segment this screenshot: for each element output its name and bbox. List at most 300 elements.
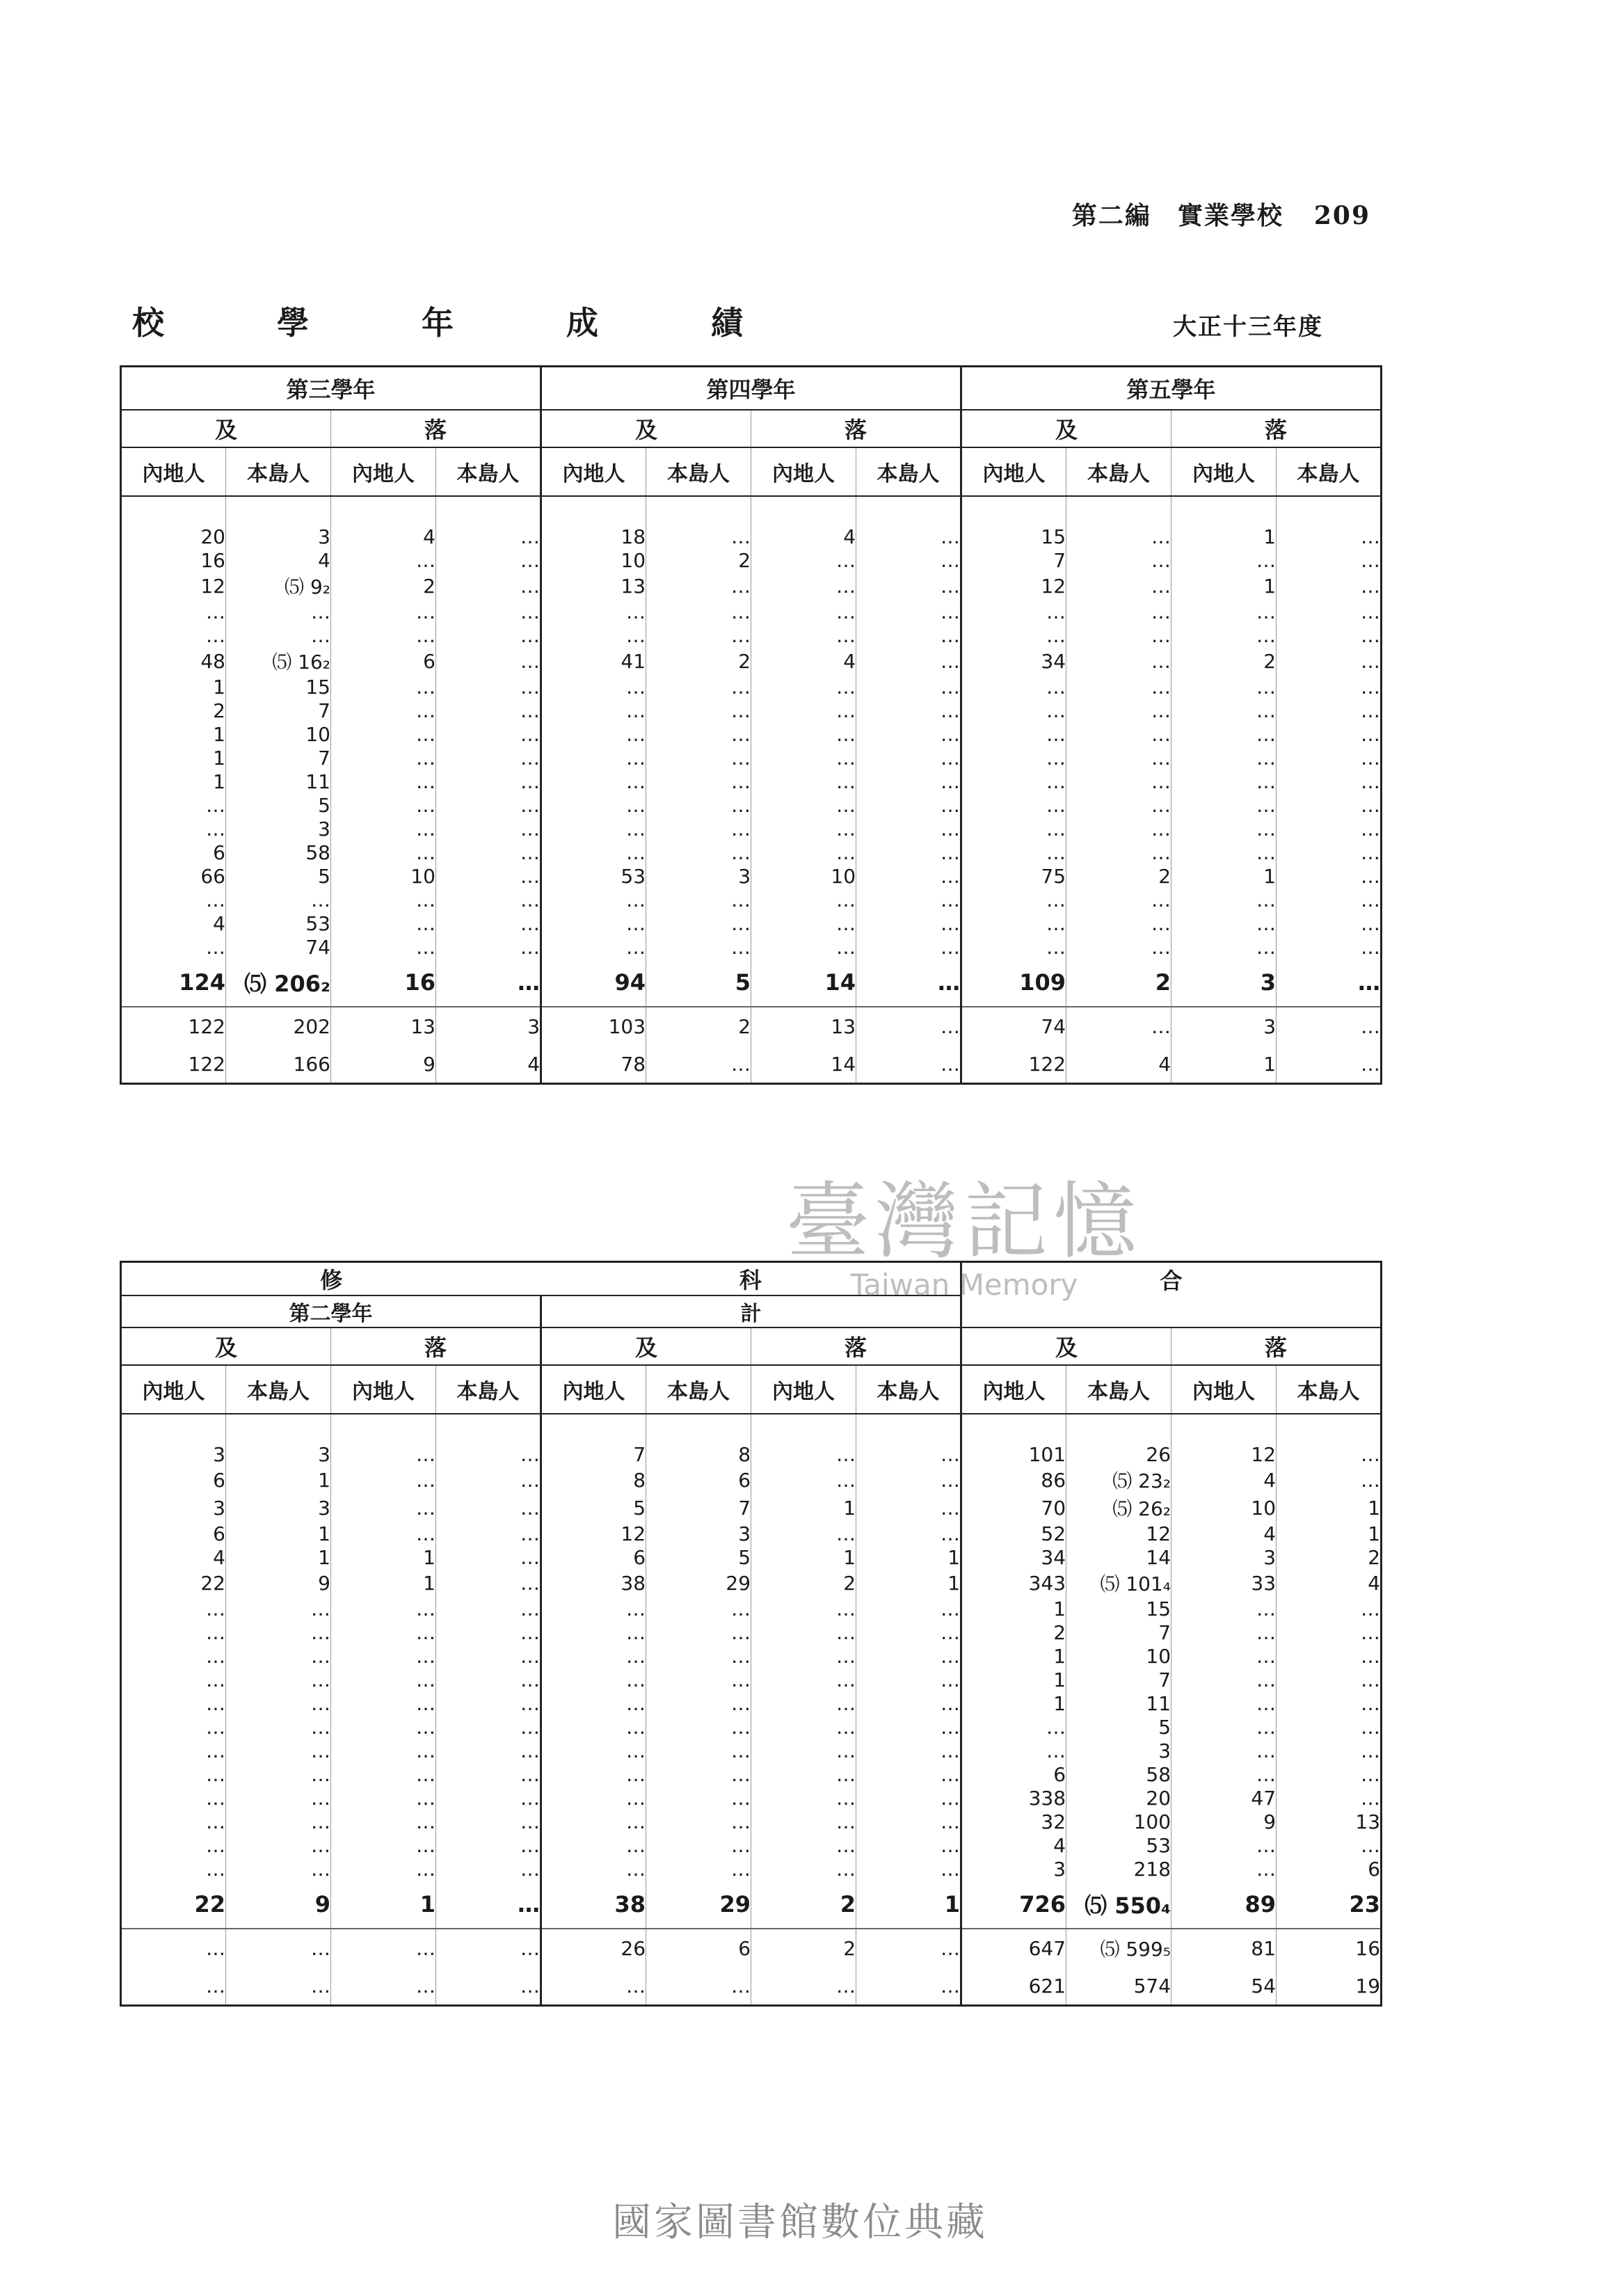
table-cell: …	[331, 1668, 436, 1691]
table-cell: …	[226, 1967, 331, 2006]
table-cell: 9	[1171, 1810, 1277, 1833]
table-cell: 5	[646, 959, 751, 1007]
column-header: 本島人	[1277, 1365, 1382, 1414]
spacer-cell	[961, 1414, 1066, 1442]
table-cell: …	[646, 1668, 751, 1691]
table-cell: …	[646, 1691, 751, 1715]
table-cell: …	[961, 623, 1066, 647]
table-cell: 26	[1066, 1442, 1171, 1466]
table-cell: 1	[121, 770, 226, 793]
table-cell: 1	[961, 1668, 1066, 1691]
table-cell: 122	[121, 1045, 226, 1084]
table-cell: 22	[121, 1569, 226, 1597]
table-cell: …	[541, 1620, 646, 1644]
table-cell: …	[1066, 675, 1171, 699]
fail-header: 落	[751, 1328, 961, 1365]
page-number: 209	[1313, 201, 1370, 230]
table-cell: 89	[1171, 1881, 1277, 1929]
column-header: 本島人	[646, 447, 751, 496]
pass-header: 及	[541, 410, 751, 447]
table-cell: …	[1277, 1715, 1382, 1739]
table-row	[121, 817, 1382, 840]
table-cell: …	[331, 1597, 436, 1620]
table-cell: 10	[541, 548, 646, 572]
column-header: 本島人	[436, 1365, 541, 1414]
table-cell: 4	[1066, 1045, 1171, 1084]
table-cell: …	[121, 1739, 226, 1762]
table-cell: 75	[961, 864, 1066, 888]
table-cell: …	[751, 746, 856, 770]
table-cell: …	[1277, 935, 1382, 959]
table-cell: 53	[1066, 1833, 1171, 1857]
table-cell: …	[856, 1522, 961, 1545]
table-cell: 16	[1277, 1929, 1382, 1967]
table-cell: 41	[541, 647, 646, 675]
table-cell: …	[646, 1857, 751, 1881]
table-cell: …	[1171, 1644, 1277, 1668]
table-cell: …	[226, 1786, 331, 1810]
table-cell: 34	[961, 647, 1066, 675]
table-cell: …	[331, 1967, 436, 2006]
table-cell: …	[436, 746, 541, 770]
table-cell: …	[1171, 1668, 1277, 1691]
table-cell: …	[1171, 911, 1277, 935]
table-cell: 6	[121, 1466, 226, 1494]
table-cell: …	[856, 840, 961, 864]
table-cell: 15	[961, 525, 1066, 548]
table-cell: 9	[226, 1881, 331, 1929]
table-row	[121, 675, 1382, 699]
table-cell: …	[856, 1786, 961, 1810]
table-cell: …	[751, 1762, 856, 1786]
table-cell: …	[961, 793, 1066, 817]
table-row	[121, 647, 1382, 675]
table-row	[121, 911, 1382, 935]
spacer-cell	[121, 1414, 226, 1442]
table-cell: 4	[1171, 1466, 1277, 1494]
table-cell: 1	[226, 1522, 331, 1545]
table-cell: 3	[1171, 1007, 1277, 1045]
table-row	[121, 1739, 1382, 1762]
table-cell: 6	[1277, 1857, 1382, 1881]
table-cell: 33	[1171, 1569, 1277, 1597]
table-cell: 3	[121, 1494, 226, 1522]
table-cell: 6	[121, 840, 226, 864]
column-header: 內地人	[1171, 1365, 1277, 1414]
table-cell: …	[1277, 1442, 1382, 1466]
fail-header: 落	[1171, 1328, 1382, 1365]
table-cell: …	[541, 1715, 646, 1739]
table-cell: …	[541, 1762, 646, 1786]
table-cell: 2	[646, 1007, 751, 1045]
table-cell: …	[856, 1007, 961, 1045]
group-header-year3: 第三學年	[121, 367, 541, 410]
table-cell: …	[856, 817, 961, 840]
table-cell: …	[1277, 722, 1382, 746]
table-cell: ⑸ 23₂	[1066, 1466, 1171, 1494]
table-cell: 6	[541, 1545, 646, 1569]
header-he: 合	[961, 1262, 1382, 1296]
table-cell: …	[856, 1715, 961, 1739]
table-cell: …	[436, 1786, 541, 1810]
fail-header: 落	[1171, 410, 1382, 447]
table-cell: …	[1066, 572, 1171, 600]
table-cell: …	[1066, 525, 1171, 548]
table-row	[121, 770, 1382, 793]
table-row	[121, 722, 1382, 746]
table-cell: 1	[856, 1545, 961, 1569]
table-cell: …	[436, 1597, 541, 1620]
table-cell: …	[121, 817, 226, 840]
table-cell: …	[121, 1620, 226, 1644]
table-cell: …	[646, 746, 751, 770]
table-cell: 2	[751, 1929, 856, 1967]
table-cell: 1	[1277, 1494, 1382, 1522]
table-cell: 3	[1171, 1545, 1277, 1569]
table-cell: …	[751, 793, 856, 817]
table-cell: …	[961, 675, 1066, 699]
table-cell: …	[121, 623, 226, 647]
prior-year-row	[121, 1967, 1382, 2006]
table-cell: …	[1171, 548, 1277, 572]
table-cell: …	[1277, 1597, 1382, 1620]
table-cell: …	[856, 911, 961, 935]
table-cell: …	[751, 911, 856, 935]
table-cell: …	[121, 1786, 226, 1810]
table-cell: 1	[1171, 525, 1277, 548]
table-cell: 1	[226, 1466, 331, 1494]
table-cell: …	[121, 1644, 226, 1668]
fail-header: 落	[751, 410, 961, 447]
table-cell: …	[1277, 840, 1382, 864]
table-cell: …	[436, 699, 541, 722]
table-cell: …	[436, 572, 541, 600]
table-cell: …	[1277, 864, 1382, 888]
table-cell: …	[436, 1691, 541, 1715]
table-cell: …	[751, 1644, 856, 1668]
spacer-cell	[436, 496, 541, 525]
table-cell: …	[1171, 1833, 1277, 1857]
table-cell: …	[751, 770, 856, 793]
table-cell: …	[541, 600, 646, 623]
table-cell: 4	[331, 525, 436, 548]
table-cell: …	[961, 1739, 1066, 1762]
table-cell: …	[646, 793, 751, 817]
table-cell: …	[1066, 817, 1171, 840]
table-cell: …	[646, 1045, 751, 1084]
table-cell: 1	[226, 1545, 331, 1569]
table-cell: …	[436, 1715, 541, 1739]
table-cell: …	[331, 1833, 436, 1857]
table-cell: 16	[121, 548, 226, 572]
fiscal-year: 大正十三年度	[1173, 313, 1323, 341]
table-cell: …	[331, 1522, 436, 1545]
column-header: 本島人	[226, 1365, 331, 1414]
table-row	[121, 1620, 1382, 1644]
table-cell: …	[751, 1739, 856, 1762]
table-row	[121, 623, 1382, 647]
table-cell: 124	[121, 959, 226, 1007]
table-row	[121, 1762, 1382, 1786]
table-cell: 23	[1277, 1881, 1382, 1929]
table-cell: …	[646, 1715, 751, 1739]
prior-year-row	[121, 1007, 1382, 1045]
table-cell: 13	[331, 1007, 436, 1045]
table-cell: 574	[1066, 1967, 1171, 2006]
column-header: 本島人	[646, 1365, 751, 1414]
table-cell: 166	[226, 1045, 331, 1084]
table-cell: 12	[541, 1522, 646, 1545]
table-cell: …	[1277, 1762, 1382, 1786]
table-cell: …	[856, 623, 961, 647]
table-cell: …	[856, 793, 961, 817]
table-cell: 2	[751, 1881, 856, 1929]
table-cell: …	[751, 935, 856, 959]
column-header: 內地人	[961, 1365, 1066, 1414]
table-cell: ⑸ 599₅	[1066, 1929, 1171, 1967]
table-cell: …	[1277, 1739, 1382, 1762]
table-cell: 66	[121, 864, 226, 888]
table-cell: …	[751, 888, 856, 911]
table-cell: …	[226, 1668, 331, 1691]
table-cell: …	[1066, 935, 1171, 959]
table-cell: 32	[961, 1810, 1066, 1833]
table-cell: 2	[961, 1620, 1066, 1644]
table-cell: …	[121, 1967, 226, 2006]
table-cell: …	[751, 722, 856, 746]
group-header-year5: 第五學年	[961, 367, 1382, 410]
table-row	[121, 1442, 1382, 1466]
table-cell: 1	[121, 722, 226, 746]
table-cell: …	[226, 1620, 331, 1644]
table-cell: 9	[226, 1569, 331, 1597]
table-cell: …	[646, 572, 751, 600]
table-cell: …	[121, 1857, 226, 1881]
table-cell: 26	[541, 1929, 646, 1967]
table-cell: …	[1171, 935, 1277, 959]
table-cell: …	[436, 770, 541, 793]
table-cell: …	[751, 1597, 856, 1620]
table-cell: …	[121, 1715, 226, 1739]
document-title: 校 學 年 成 績	[132, 304, 783, 342]
column-header: 內地人	[121, 1365, 226, 1414]
table-cell: 5	[1066, 1715, 1171, 1739]
table-cell: 53	[226, 911, 331, 935]
table-cell: …	[121, 1929, 226, 1967]
table-cell: 1	[331, 1545, 436, 1569]
table-cell: 1	[121, 675, 226, 699]
table-cell: 100	[1066, 1810, 1171, 1833]
table-cell: …	[331, 722, 436, 746]
table-cell: …	[436, 1857, 541, 1881]
table-cell: …	[436, 1494, 541, 1522]
table-cell: …	[961, 935, 1066, 959]
table-cell: …	[1066, 746, 1171, 770]
table-cell: …	[331, 1466, 436, 1494]
table-cell: 74	[226, 935, 331, 959]
table-cell: …	[1277, 1644, 1382, 1668]
table-cell: …	[646, 722, 751, 746]
table-cell: …	[1277, 1786, 1382, 1810]
table-cell: 109	[961, 959, 1066, 1007]
table-cell: 6	[961, 1762, 1066, 1786]
table-cell: …	[436, 864, 541, 888]
table-row	[121, 864, 1382, 888]
table-cell: 6	[121, 1522, 226, 1545]
table-cell: …	[751, 1668, 856, 1691]
table-cell: 2	[121, 699, 226, 722]
table-cell: …	[331, 770, 436, 793]
table-cell: …	[856, 864, 961, 888]
table-cell: …	[856, 1644, 961, 1668]
table-cell: …	[1277, 548, 1382, 572]
table-row	[121, 600, 1382, 623]
table-cell: …	[436, 525, 541, 548]
table-cell: …	[646, 935, 751, 959]
table-cell: …	[121, 1833, 226, 1857]
header-ke: 科	[541, 1262, 961, 1296]
table-row	[121, 1833, 1382, 1857]
table-cell: …	[436, 959, 541, 1007]
table-cell: …	[1171, 1597, 1277, 1620]
table-cell: …	[331, 1762, 436, 1786]
table-cell: …	[436, 647, 541, 675]
table-row	[121, 525, 1382, 548]
table-cell: …	[541, 623, 646, 647]
table-row	[121, 1857, 1382, 1881]
table-cell: 29	[646, 1569, 751, 1597]
table-cell: …	[856, 1045, 961, 1084]
table-cell: …	[856, 1762, 961, 1786]
header-shu: 修	[121, 1262, 541, 1296]
table-cell: 2	[751, 1569, 856, 1597]
table-cell: …	[1171, 1691, 1277, 1715]
table-cell: 3	[226, 817, 331, 840]
table-cell: …	[331, 1494, 436, 1522]
table-row	[121, 1786, 1382, 1810]
table-cell: …	[1277, 647, 1382, 675]
table-cell: …	[1066, 770, 1171, 793]
table-cell: …	[331, 1739, 436, 1762]
table-cell: …	[751, 1466, 856, 1494]
table-cell: 4	[1171, 1522, 1277, 1545]
spacer-cell	[961, 496, 1066, 525]
spacer-cell	[121, 496, 226, 525]
table-cell: 2	[1066, 959, 1171, 1007]
table-cell: 7	[226, 699, 331, 722]
table-cell: 94	[541, 959, 646, 1007]
table-cell: 38	[541, 1569, 646, 1597]
column-header: 內地人	[961, 447, 1066, 496]
group-header-subtotal: 計	[541, 1296, 961, 1328]
table-cell: …	[1171, 888, 1277, 911]
table-cell: …	[541, 911, 646, 935]
table-cell: …	[436, 1929, 541, 1967]
table-cell: …	[751, 1691, 856, 1715]
table-cell: ⑸ 206₂	[226, 959, 331, 1007]
table-cell: …	[751, 572, 856, 600]
table-cell: …	[646, 911, 751, 935]
table-cell: …	[961, 770, 1066, 793]
table-cell: …	[331, 1786, 436, 1810]
table-cell: 53	[541, 864, 646, 888]
table-cell: …	[541, 1668, 646, 1691]
table-cell: …	[1171, 817, 1277, 840]
column-header: 內地人	[541, 1365, 646, 1414]
table-cell: 12	[121, 572, 226, 600]
table-cell: …	[331, 600, 436, 623]
table-cell: 7	[646, 1494, 751, 1522]
spacer-cell	[856, 496, 961, 525]
table-row	[121, 1545, 1382, 1569]
table-cell: 122	[961, 1045, 1066, 1084]
table-cell: 10	[751, 864, 856, 888]
table-cell: …	[856, 1833, 961, 1857]
table-cell: 29	[646, 1881, 751, 1929]
table-cell: 14	[751, 1045, 856, 1084]
table-cell: 1	[751, 1545, 856, 1569]
table-cell: …	[1171, 600, 1277, 623]
column-header: 本島人	[856, 1365, 961, 1414]
table-row	[121, 888, 1382, 911]
table-cell: …	[1066, 548, 1171, 572]
table-cell: 34	[961, 1545, 1066, 1569]
table-cell: …	[646, 888, 751, 911]
table-cell: …	[646, 817, 751, 840]
table-cell: …	[751, 1715, 856, 1739]
table-cell: …	[751, 1810, 856, 1833]
table-cell: 7	[961, 548, 1066, 572]
pass-header: 及	[541, 1328, 751, 1365]
table-row	[121, 1668, 1382, 1691]
table-cell: …	[436, 1466, 541, 1494]
library-footer: 國家圖書館數位典藏	[612, 2200, 988, 2245]
table-cell: …	[1066, 793, 1171, 817]
table-cell: …	[436, 1668, 541, 1691]
watermark-chinese: 臺灣記憶	[786, 1174, 1142, 1270]
table-cell: …	[1066, 840, 1171, 864]
table-cell: …	[856, 699, 961, 722]
table-cell: …	[751, 1857, 856, 1881]
spacer-cell	[646, 1414, 751, 1442]
table-cell: …	[541, 1857, 646, 1881]
table-cell: …	[541, 746, 646, 770]
spacer-cell	[541, 1414, 646, 1442]
table-cell: ⑸ 9₂	[226, 572, 331, 600]
spacer-cell	[646, 496, 751, 525]
table-cell: …	[646, 1620, 751, 1644]
column-header: 內地人	[331, 447, 436, 496]
table-cell: …	[226, 1857, 331, 1881]
table-cell: …	[646, 770, 751, 793]
table-cell: …	[436, 1881, 541, 1929]
total-row	[121, 959, 1382, 1007]
table-cell: …	[856, 1691, 961, 1715]
table-cell: …	[226, 623, 331, 647]
table-cell: …	[1066, 722, 1171, 746]
table-cell: …	[1277, 1045, 1382, 1084]
table-cell: 1	[961, 1644, 1066, 1668]
table-cell: …	[541, 817, 646, 840]
table-cell: …	[1277, 1620, 1382, 1644]
table-cell: 2	[331, 572, 436, 600]
table-cell: …	[751, 675, 856, 699]
table-cell: …	[226, 1833, 331, 1857]
spacer-cell	[751, 1414, 856, 1442]
table-cell: 13	[1277, 1810, 1382, 1833]
table-cell: …	[121, 1762, 226, 1786]
table-cell: 20	[1066, 1786, 1171, 1810]
